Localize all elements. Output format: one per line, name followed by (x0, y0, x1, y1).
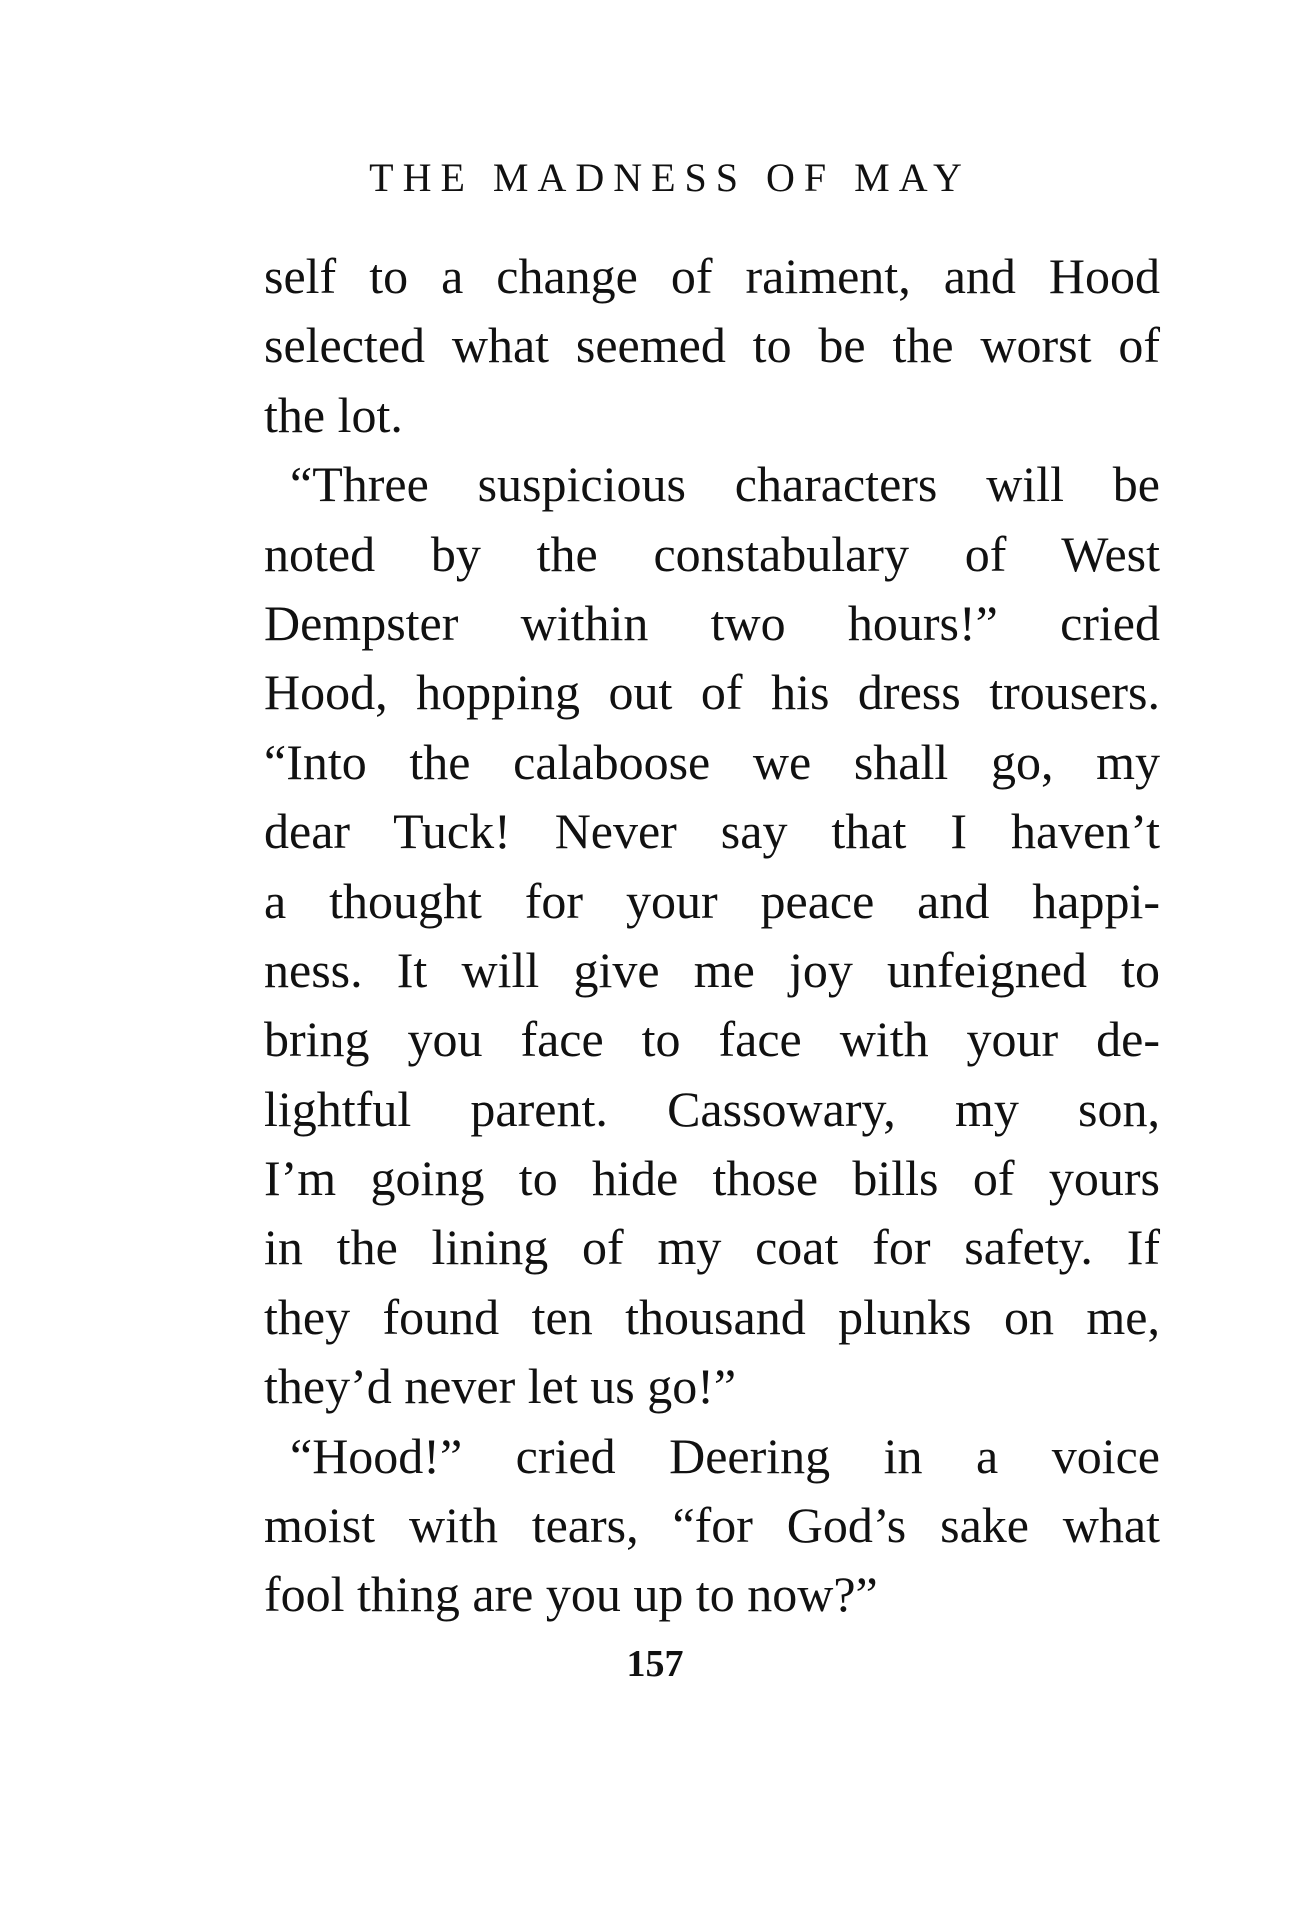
text-line: Dempster within two hours!” cried (264, 594, 1160, 651)
text-line: ness. It will give me joy unfeigned to (264, 941, 1160, 998)
page-number: 157 (626, 1643, 684, 1685)
text-line: a thought for your peace and happi- (264, 872, 1160, 929)
text-line: I’m going to hide those bills of yours (264, 1150, 1160, 1207)
text-line: bring you face to face with your de- (264, 1011, 1160, 1068)
text-line: they’d never let us go!” (264, 1358, 737, 1415)
text-line: fool thing are you up to now?” (264, 1566, 878, 1623)
text-line: “Hood!” cried Deering in a voice (290, 1427, 1160, 1484)
text-line: self to a change of raiment, and Hood (264, 248, 1160, 304)
text-line: Hood, hopping out of his dress trousers. (264, 664, 1160, 721)
text-line: dear Tuck! Never say that I haven’t (264, 803, 1160, 860)
text-line: “Into the calaboose we shall go, my (264, 733, 1160, 790)
text-line: they found ten thousand plunks on me, (264, 1288, 1160, 1345)
text-line: noted by the constabulary of West (264, 525, 1160, 582)
text-line: “Three suspicious characters will be (290, 456, 1160, 513)
text-line: moist with tears, “for God’s sake what (264, 1497, 1160, 1554)
text-line: in the lining of my coat for safety. If (264, 1219, 1160, 1276)
running-header: THE MADNESS OF MAY (369, 155, 971, 200)
text-line: selected what seemed to be the worst of (264, 317, 1160, 374)
text-line: lightful parent. Cassowary, my son, (264, 1080, 1160, 1137)
text-line: the lot. (264, 386, 403, 443)
body-text (264, 242, 1160, 1630)
